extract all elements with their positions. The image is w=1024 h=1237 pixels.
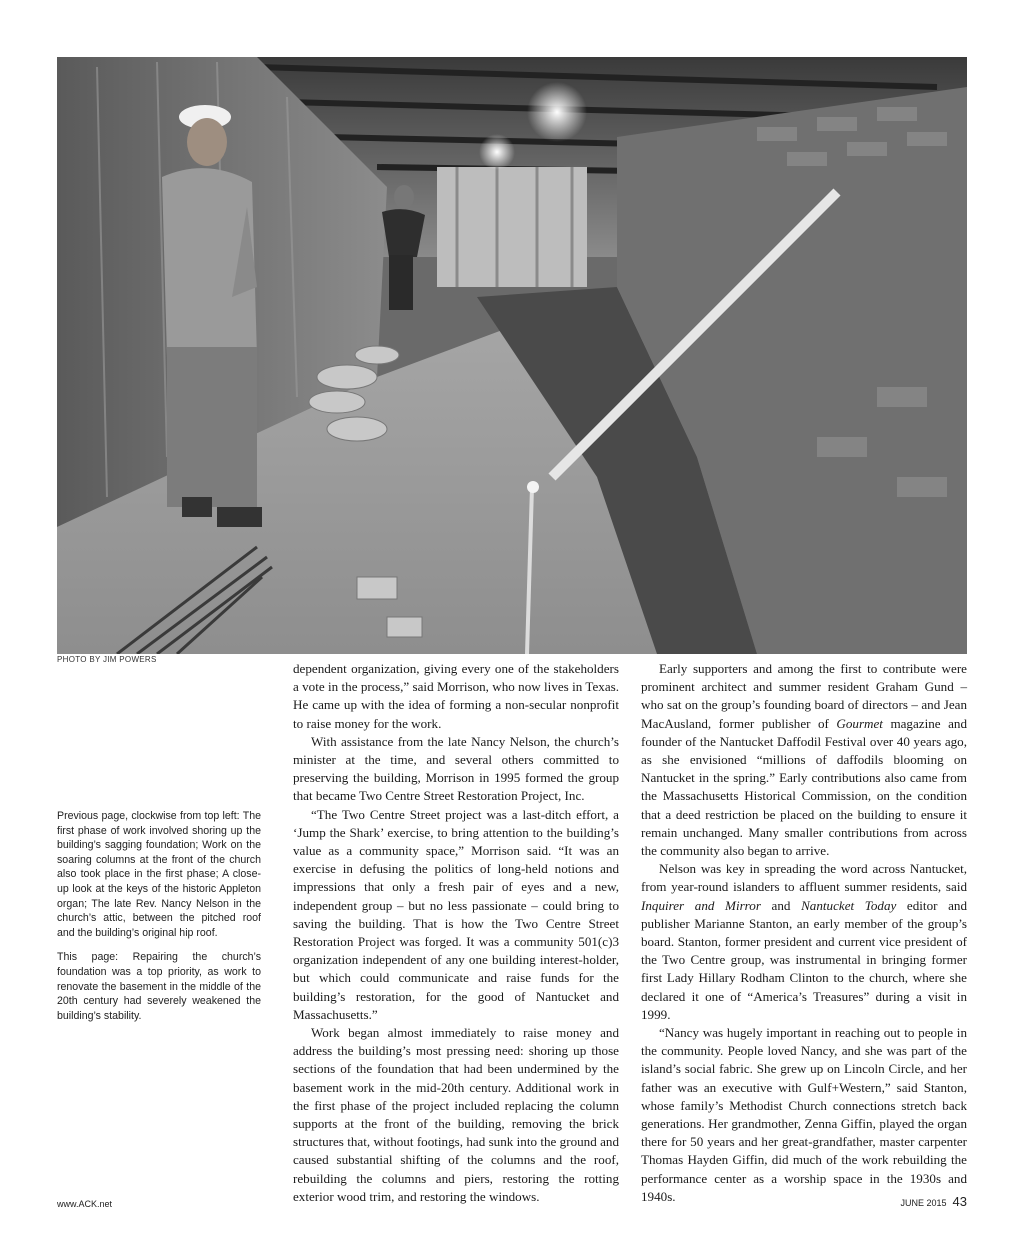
article-paragraph: [641, 860, 967, 1024]
photo-illustration: [57, 57, 967, 654]
text-run: and: [760, 897, 802, 913]
text-run: editor and publisher Marianne Stanton, an early member of the group’s board. Stanton, former president and current vice president of the Two Centre group, was instrumental in bringing former first Lady Hillary Rodham Clinton to the church, where she declared it one of “America’s Treasures” during a visit in 1999.: [641, 897, 967, 1022]
text-run: Nelson was key in spreading the word across Nantucket, from year-round islanders to affluent summer residents, said: [641, 861, 967, 895]
website-footer: www.ACK.net: [57, 1199, 113, 1209]
article-column-2: [641, 660, 967, 1206]
issue-date: JUNE 2015: [900, 1198, 947, 1208]
article-paragraph: With assistance from the late Nancy Nelson, the church’s minister at the time, and several others committed to preserving the building, Morrison in 1995 formed the group that became Two Centre Street Restoration Project, Inc.: [293, 733, 619, 804]
basement-excavation-photo: [57, 57, 967, 654]
photo-credit: PHOTO BY JIM POWERS: [57, 655, 157, 664]
photo-captions: [57, 809, 261, 1033]
folio: [901, 1194, 968, 1209]
text-run: magazine and founder of the Nantucket Daffodil Festival over 40 years ago, as she envisioned “millions of daffodils blooming on Nantucket in the spring.” Early contributions also came from the Massachusetts Historical Commission, on the condition that a deed restriction be placed on the building to ensure it remain unchanged. Many smaller contributions from across the community also began to arrive.: [641, 715, 967, 859]
article-paragraph: [641, 660, 967, 860]
page-number: 43: [952, 1194, 967, 1209]
article-paragraph: “Nancy was hugely important in reaching out to people in the community. People loved Nancy, and she was part of the island’s social fabric. She grew up on Lincoln Circle, and her father was an executive with Gulf+Western,” said Stanton, whose family’s Methodist Church connections stretch back generations. Her grandmother, Zenna Giffin, played the organ there for 50 years and her great-grandfather, master carpenter Thomas Hayden Giffin, did much of the work rebuilding the performance center as a worship space in the 1930s and 1940s.: [641, 1025, 967, 1204]
caption-this-page: This page: Repairing the church’s foundation was a top priority, as work to renovate the basement in the middle of the 20th century had severely weakened the building’s stability.: [57, 951, 261, 1022]
publication-title: Nantucket Today: [801, 897, 897, 913]
caption-previous-page: Previous page, clockwise from top left: The first phase of work involved shoring up the building’s sagging foundation; Work on the soaring columns at the front of the church also took place in the first phase; A close-up look at the keys of the historic Appleton organ; The late Rev. Nancy Nelson in the church’s attic, between the pitched roof and the building’s original hip roof.: [57, 810, 261, 939]
article-paragraph: dependent organization, giving every one of the stakeholders a vote in the process,” said Morrison, who now lives in Texas. He came up with the idea of forming a non-secular nonprofit to raise money for the work.: [293, 661, 619, 731]
publication-title: Gourmet: [836, 715, 883, 731]
article-column-1: [293, 660, 619, 1206]
article-paragraph: Work began almost immediately to raise money and address the building’s most pressing need: shoring up those sections of the foundation that had been undermined by the basement work in the mid-20th century. Additional work in the first phase of the project included replacing the column supports at the front of the building, removing the brick structures that, without footings, had sunk into the ground and caused substantial shifting of the columns and the roof, rebuilding the columns and piers, restoring the rotting exterior wood trim, and restoring the windows.: [293, 1025, 619, 1204]
article-paragraph: “The Two Centre Street project was a last-ditch effort, a ‘Jump the Shark’ exercise, to bring attention to the building’s value as a community space,” Morrison said. “It was an exercise in defusing the politics of long-held notions and impressions that only a fresh pair of eyes and a new, independent group – but no less passionate – could bring to saving the building. That is how the Two Centre Street Restoration Project was forged. It was a community 501(c)3 organization independent of any one building interest-holder, but which could communicate and raise funds for the building’s restoration, for the good of Nantucket and Massachusetts.”: [293, 806, 619, 1022]
text-run: Early supporters and among the first to contribute were prominent architect and summer resident Graham Gund – who sat on the group’s founding board of directors – and Jean MacAusland, former publisher of: [641, 661, 967, 731]
publication-title: Inquirer and Mirror: [641, 897, 761, 913]
